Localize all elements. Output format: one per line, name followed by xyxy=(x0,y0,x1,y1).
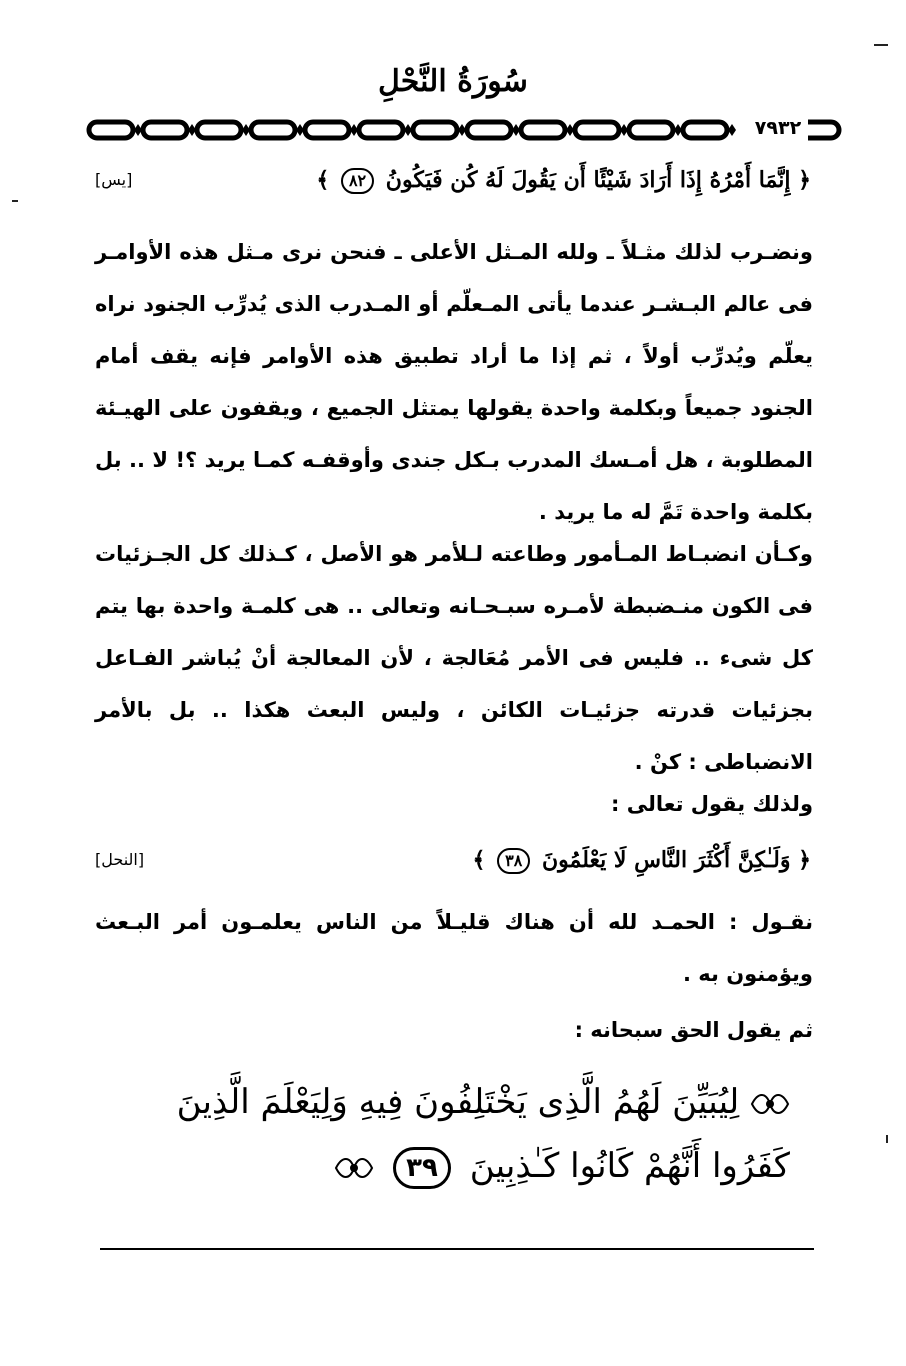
verse-38-body: ﴿ وَلَـٰكِنَّ أَكْثَرَ النَّاسِ لَا يَعْلَمُونَ xyxy=(541,847,811,873)
verse-38-number: ٣٨ xyxy=(497,848,530,874)
quran-verse-38 xyxy=(95,840,811,880)
surah-title: سُورَةُ النَّحْلِ xyxy=(378,64,528,99)
verse-82-close: ﴾ xyxy=(316,167,330,193)
verse-end-ornament-icon xyxy=(334,1154,374,1182)
paragraph-3: ولذلك يقول تعالى : xyxy=(611,792,813,816)
scan-speck xyxy=(12,200,18,202)
paragraph-1: ونضـرب لذلك مثـلاً ـ ولله المـثل الأعلى ـ فنحن نرى مـثل هذه الأوامـر فى عالم البـشـر عندما يأتى المـعلّم أو المـدرب الذى يُدرِّب الجنود نراه يعلّم ويُدرِّب أولاً ، ثم إذا ما أراد تطبيق هذه الأوامر فإنه يقف أمام الجنود جميعاً وبكلمة واحدة يقولها يمتثل الجميع ، ويقفون على الهيـئة المطلوبة ، هل أمـسك المدرب بـكل جندى وأوقفـه كمـا يريد ؟! لا .. بل بكلمة واحدة تَمَّ له ما يريد . xyxy=(95,240,813,524)
verse-start-ornament-icon xyxy=(750,1090,790,1118)
verse-82-number: ٨٢ xyxy=(341,168,374,194)
paragraph-2: وكـأن انضبـاط المـأمور وطاعته لـلأمر هو الأصل ، كـذلك كل الجـزئيات فى الكون منـضبطة لأمـره سبـحـانه وتعالى .. هى كلمـة واحدة بها يتم كل شىء .. فليس فى الأمر مُعَالجة ، لأن المعالجة أنْ يُباشر الفـاعل بجزئيات قدرته جزئيـات الكائن ، وليس البعث هكذا .. بل بالأمر الانضباطى : كنْ . xyxy=(95,542,813,774)
verse-82-reference: [يس] xyxy=(95,170,133,189)
verse-82-body: ﴿ إِنَّمَا أَمْرُهُ إِذَا أَرَادَ شَيْئًا أَن يَقُولَ لَهُ كُن فَيَكُونُ xyxy=(385,167,811,193)
paragraph-4: نقـول : الحمـد لله أن هناك قليـلاً من الناس يعلمـون أمر البـعث ويؤمنون به . xyxy=(95,910,813,986)
verse-38-close: ﴾ xyxy=(472,847,486,873)
quran-verse-39 xyxy=(120,1070,790,1198)
verse-39-text: لِيُبَيِّنَ لَهُمُ الَّذِى يَخْتَلِفُونَ فِيهِ وَلِيَعْلَمَ الَّذِينَ كَفَرُوا أَنَّهُمْ كَانُوا كَـٰذِبِينَ xyxy=(176,1082,790,1186)
footer-rule xyxy=(100,1248,814,1250)
page-number: ٧٩٣٢ xyxy=(748,114,808,142)
scan-speck xyxy=(874,44,888,46)
verse-38-text xyxy=(473,840,811,880)
ornamental-border xyxy=(85,116,845,144)
verse-38-reference: [النحل] xyxy=(95,850,145,869)
verse-82-text xyxy=(316,160,811,200)
paragraph-5: ثم يقول الحق سبحانه : xyxy=(574,1018,813,1042)
scan-speck xyxy=(886,1135,888,1143)
quran-verse-82 xyxy=(95,160,811,200)
verse-39-number: ٣٩ xyxy=(393,1147,451,1189)
